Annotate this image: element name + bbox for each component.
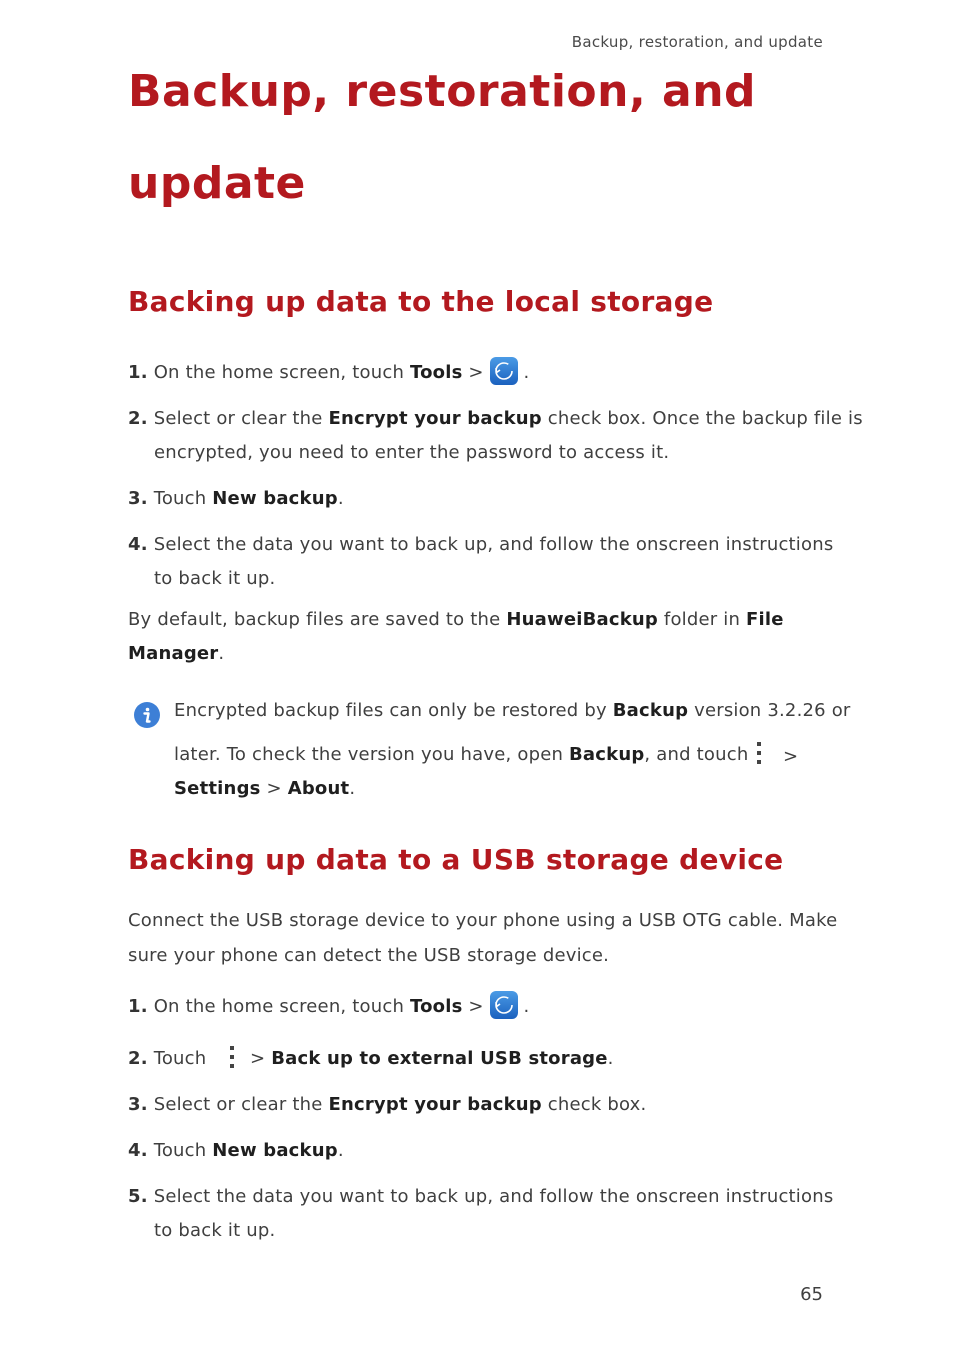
page-number: 65 <box>800 1284 823 1305</box>
section-heading-local: Backing up data to the local storage <box>128 285 714 318</box>
tools-label: Tools <box>409 996 463 1017</box>
s1-step-4: 4. Select the data you want to back up, and follow the onscreen instructions <box>128 534 834 555</box>
page-title-line1: Backup, restoration, and <box>128 66 757 117</box>
more-options-icon <box>754 740 764 766</box>
page-title-line2: update <box>128 158 306 209</box>
s2-step-5-cont: to back it up. <box>154 1220 276 1241</box>
step-number: 3. <box>128 1094 148 1115</box>
note-line-2: later. To check the version you have, open Backup, and touch <box>174 744 749 765</box>
usb-intro-line2: sure your phone can detect the USB storage device. <box>128 945 610 966</box>
step-number: 4. <box>128 1140 148 1161</box>
backup-app-icon <box>490 357 518 385</box>
s2-step-5: 5. Select the data you want to back up, and follow the onscreen instructions <box>128 1186 834 1207</box>
note-line-1: Encrypted backup files can only be restored by Backup version 3.2.26 or <box>174 700 851 721</box>
backup-label: Backup <box>612 700 689 721</box>
backup-app-icon <box>490 991 518 1019</box>
encrypt-backup-label: Encrypt your backup <box>328 408 542 429</box>
info-icon <box>134 702 160 728</box>
back-up-external-usb-label: Back up to external USB storage <box>271 1048 608 1069</box>
default-location-para-cont: Manager. <box>128 643 225 664</box>
tools-label: Tools <box>409 362 463 383</box>
s2-step-1: 1. On the home screen, touch Tools > . <box>128 990 529 1024</box>
step-number: 5. <box>128 1186 148 1207</box>
step-number: 4. <box>128 534 148 555</box>
s1-step-2: 2. Select or clear the Encrypt your backup check box. Once the backup file is <box>128 408 863 429</box>
step-number: 2. <box>128 408 148 429</box>
note-line-3: Settings > About. <box>174 778 356 799</box>
about-label: About <box>287 778 350 799</box>
s1-step-4-cont: to back it up. <box>154 568 276 589</box>
s1-step-2-cont: encrypted, you need to enter the password to access it. <box>154 442 670 463</box>
settings-label: Settings <box>174 778 261 799</box>
note-arrow: > <box>783 746 799 767</box>
step-number: 1. <box>128 362 148 383</box>
step-number: 3. <box>128 488 148 509</box>
step-number: 1. <box>128 996 148 1017</box>
s2-step-2: 2. Touch <box>128 1048 207 1069</box>
usb-intro-line1: Connect the USB storage device to your phone using a USB OTG cable. Make <box>128 910 838 931</box>
file-manager-label: Manager <box>128 643 219 664</box>
s2-step-2-rest: > Back up to external USB storage. <box>250 1048 614 1069</box>
more-options-icon <box>227 1044 237 1070</box>
encrypt-backup-label: Encrypt your backup <box>328 1094 542 1115</box>
s1-step-1: 1. On the home screen, touch Tools > . <box>128 356 529 390</box>
default-location-para: By default, backup files are saved to the HuaweiBackup folder in File <box>128 609 784 630</box>
huaweibackup-folder: HuaweiBackup <box>506 609 658 630</box>
new-backup-label: New backup <box>212 1140 338 1161</box>
new-backup-label: New backup <box>212 488 338 509</box>
step-number: 2. <box>128 1048 148 1069</box>
s1-step-3: 3. Touch New backup. <box>128 488 344 509</box>
s2-step-3: 3. Select or clear the Encrypt your backup check box. <box>128 1094 647 1115</box>
s2-step-4: 4. Touch New backup. <box>128 1140 344 1161</box>
section-heading-usb: Backing up data to a USB storage device <box>128 843 784 876</box>
running-header: Backup, restoration, and update <box>571 33 823 51</box>
